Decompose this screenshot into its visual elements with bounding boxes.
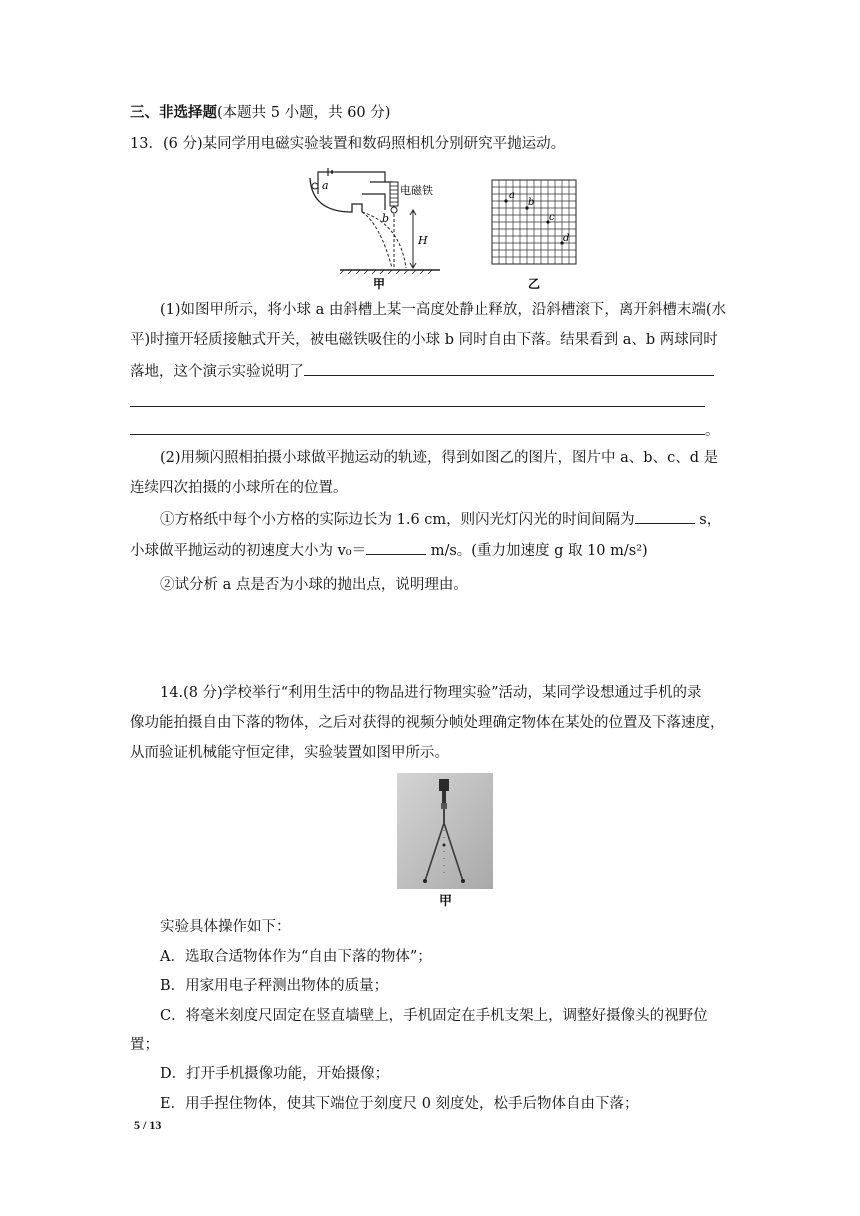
q13-p4: ②试分析 a 点是否为小球的抛出点，说明理由。 <box>160 577 468 593</box>
caption-yi: 乙 <box>528 277 541 290</box>
page-number: 5 / 13 <box>134 1118 162 1132</box>
answer-blank-3[interactable] <box>130 420 705 435</box>
q14-step-a: A．选取合适物体作为“自由下落的物体”； <box>160 949 432 965</box>
section-note: (本题共 5 小题，共 60 分) <box>217 105 391 121</box>
answer-blank-1[interactable] <box>304 361 714 376</box>
label-a: a <box>322 179 329 192</box>
q13-p3-line2a: 小球做平抛运动的初速度大小为 v₀＝ <box>130 543 367 559</box>
q13-p1-line1: (1)如图甲所示，将小球 a 由斜槽上某一高度处静止释放，沿斜槽滚下，离开斜槽末端(水 <box>160 302 727 318</box>
q14-line3: 从而验证机械能守恒定律，实验装置如图甲所示。 <box>130 745 449 761</box>
q14-step-c2: 置； <box>130 1037 159 1053</box>
grid-label-a: a <box>509 190 515 201</box>
q14-line1: 14.(8 分)学校举行“利用生活中的物品进行物理实验”活动，某同学设想通过手机的录 <box>160 685 702 701</box>
q13-p1-line3-text: 落地，这个演示实验说明了 <box>130 364 304 380</box>
section-heading <box>130 103 390 123</box>
label-b: b <box>382 212 390 225</box>
q14-step-b: B．用家用电子秤测出物体的质量； <box>160 978 389 994</box>
section-title: 三、非选择题 <box>130 105 217 121</box>
q13-p1-line2: 平)时撞开轻质接触式开关，被电磁铁吸住的小球 b 同时自由下落。结果看到 a、b 两球同时 <box>130 332 718 348</box>
q13-apparatus-figure <box>300 164 460 290</box>
label-H: H <box>418 234 428 247</box>
grid-label-c: c <box>549 212 555 223</box>
q13-p2-line2: 连续四次拍摄的小球所在的位置。 <box>130 480 348 496</box>
q13-p3-line1 <box>160 509 721 530</box>
caption-jia: 甲 <box>373 277 386 290</box>
answer-line-end: 。 <box>705 423 720 439</box>
q14-step-d: D．打开手机摄像功能，开始摄像； <box>160 1066 390 1082</box>
q14-tripod-photo <box>397 773 493 889</box>
q14-step-c1: C．将毫米刻度尺固定在竖直墙壁上，手机固定在手机支架上，调整好摄像头的视野位 <box>160 1008 708 1024</box>
grid-label-b: b <box>528 197 535 208</box>
q13-p3-line2b: m/s。(重力加速度 g 取 10 m/s²) <box>426 543 648 559</box>
q13-stem: 13．(6 分)某同学用电磁实验装置和数码照相机分别研究平抛运动。 <box>130 136 566 152</box>
q13-grid-figure <box>488 176 584 290</box>
q14-steps-intro: 实验具体操作如下： <box>160 919 291 935</box>
q13-p2-line1: (2)用频闪照相拍摄小球做平抛运动的轨迹，得到如图乙的图片，图片中 a、b、c、d 是 <box>160 450 719 466</box>
answer-blank-velocity[interactable] <box>366 540 426 555</box>
answer-blank-interval[interactable] <box>635 509 695 524</box>
q14-step-e: E．用手捏住物体，使其下端位于刻度尺 0 刻度处，松手后物体自由下落； <box>160 1096 639 1112</box>
q13-p1-line3 <box>130 361 714 382</box>
q13-p3-line1a: ①方格纸中每个小方格的实际边长为 1.6 cm，则闪光灯闪光的时间间隔为 <box>160 512 635 528</box>
q14-fig-caption: 甲 <box>439 894 453 909</box>
answer-line-2 <box>130 392 705 413</box>
answer-line-3 <box>130 420 720 441</box>
label-magnet: 电磁铁 <box>400 184 433 197</box>
q13-p3-line1b: s， <box>694 512 722 528</box>
grid-label-d: d <box>563 233 570 244</box>
q13-p3-line2 <box>130 540 648 561</box>
q14-line2: 像功能拍摄自由下落的物体，之后对获得的视频分帧处理确定物体在某处的位置及下落速度， <box>130 715 725 731</box>
answer-blank-2[interactable] <box>130 392 705 407</box>
